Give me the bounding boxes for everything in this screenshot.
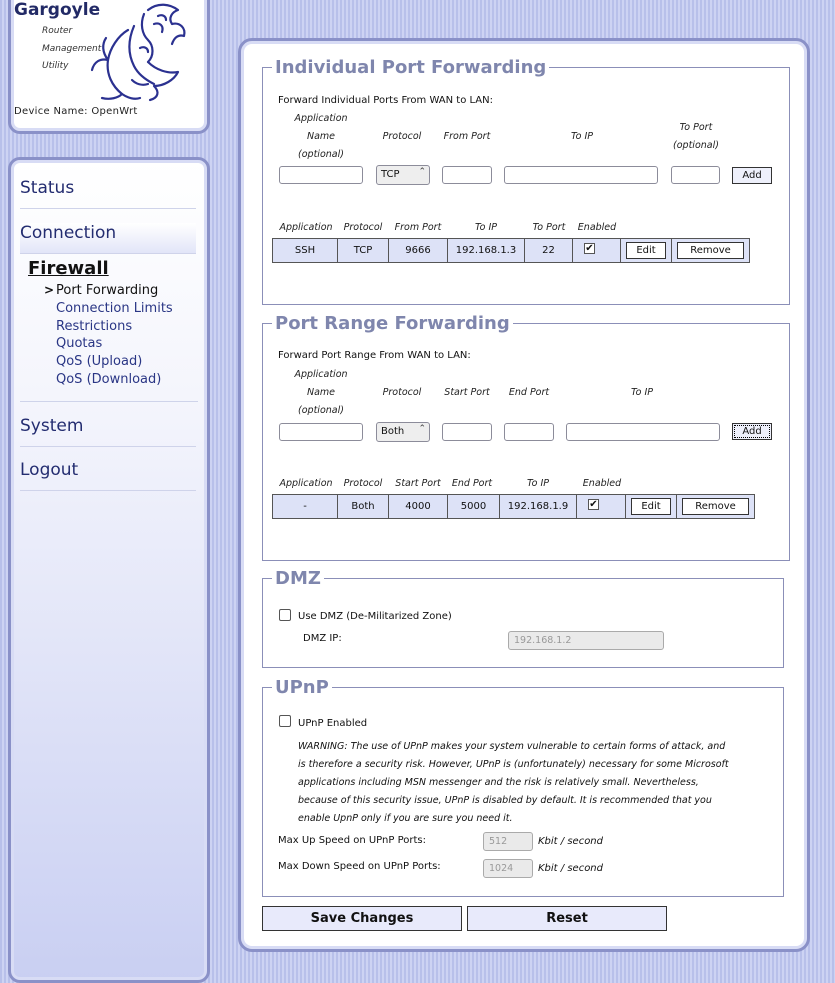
nav-item-qos-upload[interactable]: QoS (Upload) (56, 354, 143, 369)
protocol-select[interactable] (376, 422, 430, 442)
updown-arrow-icon: ⌃ (418, 167, 426, 177)
table-header: Enabled (577, 222, 617, 233)
nav-item-restrictions[interactable]: Restrictions (56, 319, 133, 334)
table-row (272, 494, 755, 519)
column-header: Protocol (382, 387, 422, 398)
remove-button[interactable]: Remove (682, 498, 749, 515)
max-up-speed-label: Max Up Speed on UPnP Ports: (278, 835, 426, 846)
use-dmz-label: Use DMZ (De-Militarized Zone) (298, 611, 452, 622)
table-header: Application (279, 478, 333, 489)
remove-button[interactable]: Remove (677, 242, 744, 259)
protocol-value: TCP (381, 169, 400, 180)
nav-divider (20, 401, 198, 402)
table-header: To Port (532, 222, 566, 233)
cell-to-port: 22 (525, 239, 573, 262)
upnp-enabled-label: UPnP Enabled (298, 718, 368, 729)
column-header: To IP (571, 131, 593, 142)
nav-item-qos-download[interactable]: QoS (Download) (56, 372, 162, 387)
upnp-warning-line: because of this security issue, UPnP is disabled by default. It is recommended that you (298, 795, 712, 806)
enabled-checkbox[interactable]: ✔ (585, 243, 594, 254)
section-intro: Forward Individual Ports From WAN to LAN: (278, 95, 493, 106)
navigation-panel (8, 157, 210, 983)
table-header: Start Port (395, 478, 441, 489)
column-header: Application (294, 113, 348, 124)
table-header: From Port (394, 222, 442, 233)
max-down-speed-input[interactable]: 1024 (483, 859, 533, 878)
active-arrow-icon: > (44, 283, 55, 297)
section-legend: UPnP (272, 677, 332, 698)
brand-title: Gargoyle (14, 0, 101, 20)
table-header: Protocol (343, 222, 383, 233)
add-button[interactable]: Add (732, 167, 772, 184)
use-dmz-checkbox[interactable] (279, 609, 291, 621)
enabled-checkbox[interactable]: ✔ (589, 499, 598, 510)
table-header: Application (279, 222, 333, 233)
application-name-input[interactable] (279, 423, 363, 441)
upnp-warning-line: enable UpnP only if you are sure you need it. (298, 813, 513, 824)
dmz-ip-label: DMZ IP: (303, 633, 342, 644)
table-header: Protocol (343, 478, 383, 489)
column-header: (optional) (673, 140, 719, 151)
from-port-input[interactable] (442, 166, 492, 184)
table-header: To IP (475, 222, 497, 233)
column-header: To IP (631, 387, 653, 398)
section-legend: Port Range Forwarding (272, 313, 513, 334)
column-header: End Port (508, 387, 550, 398)
column-header: Name (306, 387, 336, 398)
cell-protocol: TCP (338, 239, 389, 262)
gargoyle-logo-icon (88, 0, 192, 104)
upnp-warning-line: is therefore a security risk. However, UPnP is (unfortunately) necessary for some Microsoft (298, 759, 729, 770)
section-legend: Individual Port Forwarding (272, 57, 549, 78)
brand-subtitle-line: Utility (42, 61, 69, 71)
cell-start-port: 4000 (389, 495, 448, 518)
table-header: To IP (527, 478, 549, 489)
upnp-enabled-checkbox[interactable] (279, 715, 291, 727)
brand-subtitle-line: Management (42, 44, 102, 54)
dmz-section (262, 578, 784, 668)
nav-item-quotas[interactable]: Quotas (56, 336, 103, 351)
save-changes-button[interactable]: Save Changes (262, 906, 462, 931)
add-button[interactable]: Add (732, 423, 772, 440)
section-legend: DMZ (272, 568, 324, 589)
updown-arrow-icon: ⌃ (418, 424, 426, 434)
upnp-warning-line: applications including MSN messenger and the risk is relatively small. Nevertheless, (298, 777, 699, 788)
column-header: Name (306, 131, 336, 142)
section-intro: Forward Port Range From WAN to LAN: (278, 350, 471, 361)
column-header: (optional) (298, 405, 344, 416)
dmz-ip-input[interactable]: 192.168.1.2 (508, 631, 664, 650)
column-header: (optional) (298, 149, 344, 160)
column-header: Start Port (444, 387, 490, 398)
application-name-input[interactable] (279, 166, 363, 184)
max-up-speed-input[interactable]: 512 (483, 832, 533, 851)
column-header: Application (294, 369, 348, 380)
cell-application: - (273, 495, 338, 518)
cell-enabled (573, 239, 621, 262)
cell-edit (621, 239, 672, 262)
cell-protocol: Both (338, 495, 389, 518)
edit-button[interactable]: Edit (631, 498, 671, 515)
protocol-select[interactable] (376, 165, 430, 185)
reset-button[interactable]: Reset (467, 906, 667, 931)
speed-unit-label: Kbit / second (538, 836, 603, 847)
nav-logout[interactable]: Logout (20, 460, 196, 491)
column-header: To Port (679, 122, 713, 133)
cell-from-port: 9666 (389, 239, 448, 262)
cell-edit (626, 495, 677, 518)
start-port-input[interactable] (442, 423, 492, 441)
cell-to-ip: 192.168.1.3 (448, 239, 525, 262)
nav-item-connection-limits[interactable]: Connection Limits (56, 301, 173, 316)
edit-button[interactable]: Edit (626, 242, 666, 259)
table-header: Enabled (582, 478, 622, 489)
brand-subtitle-line: Router (42, 26, 73, 36)
nav-status[interactable]: Status (20, 178, 196, 209)
cell-remove (677, 495, 754, 518)
table-header: End Port (451, 478, 493, 489)
to-ip-input[interactable] (566, 423, 720, 441)
column-header: Protocol (382, 131, 422, 142)
nav-item-port-forwarding[interactable]: Port Forwarding (56, 283, 159, 298)
cell-application: SSH (273, 239, 338, 262)
to-port-input[interactable] (671, 166, 720, 184)
nav-firewall[interactable]: Firewall (28, 258, 109, 279)
cell-remove (672, 239, 749, 262)
nav-system[interactable]: System (20, 416, 196, 447)
to-ip-input[interactable] (504, 166, 658, 184)
upnp-warning-line: WARNING: The use of UPnP makes your system vulnerable to certain forms of attack, and (298, 741, 726, 752)
protocol-value: Both (381, 426, 405, 437)
cell-enabled (577, 495, 626, 518)
table-row (272, 238, 750, 263)
end-port-input[interactable] (504, 423, 554, 441)
speed-unit-label: Kbit / second (538, 863, 603, 874)
nav-connection[interactable]: Connection (20, 223, 196, 254)
device-name: Device Name: OpenWrt (14, 106, 138, 117)
column-header: From Port (443, 131, 491, 142)
cell-to-ip: 192.168.1.9 (500, 495, 577, 518)
max-down-speed-label: Max Down Speed on UPnP Ports: (278, 861, 441, 872)
cell-end-port: 5000 (448, 495, 500, 518)
